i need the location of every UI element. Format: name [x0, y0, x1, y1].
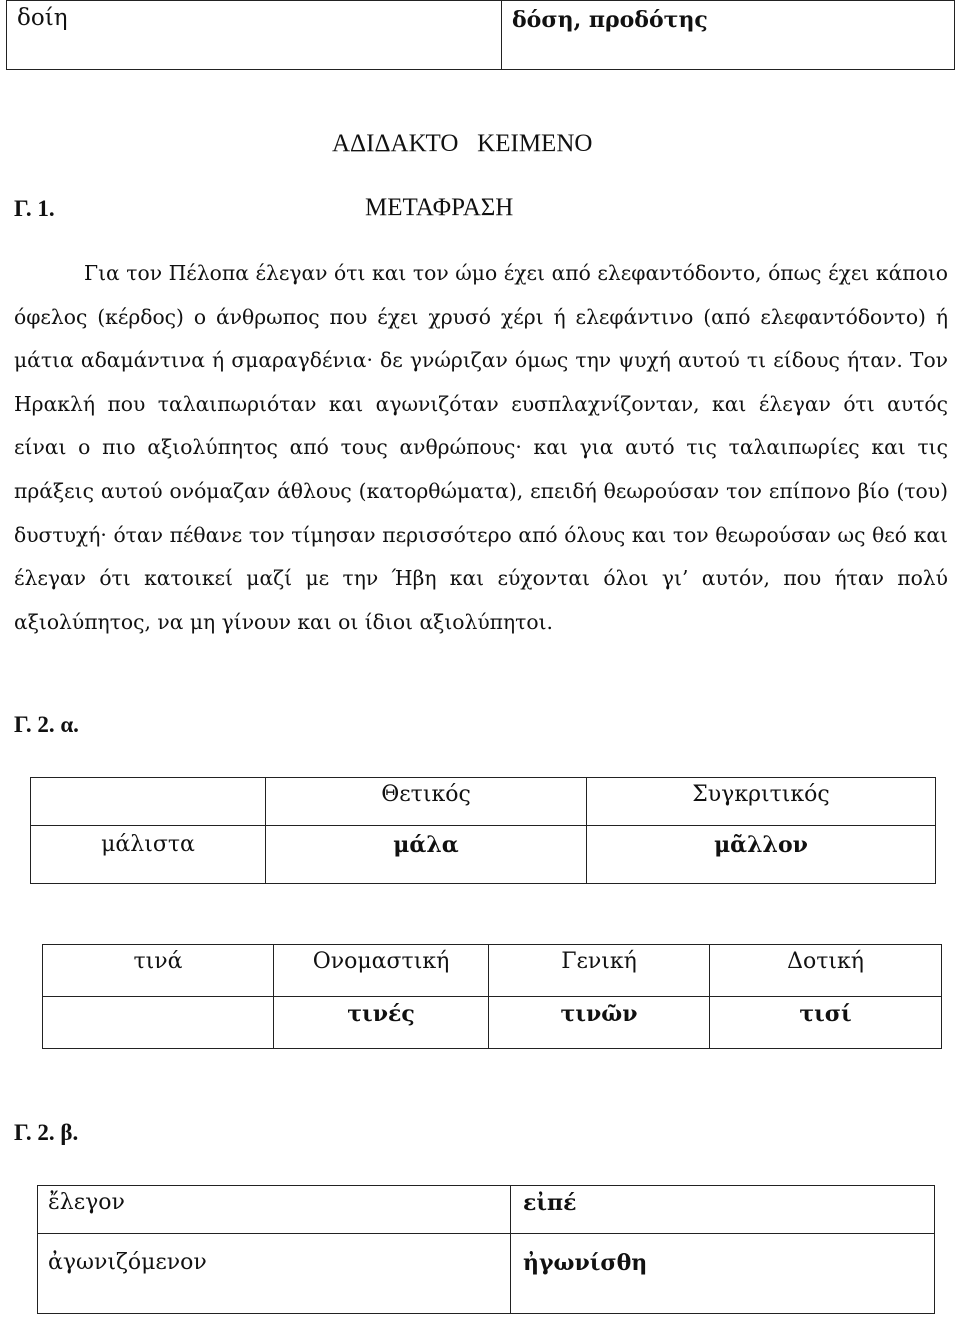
degrees-table	[30, 777, 936, 884]
cases-row-genitive: τινῶν	[489, 997, 710, 1049]
translation-paragraph: Για τον Πέλοπα έλεγαν ότι και τον ώμο έχει από ελεφαντόδοντο, όπως έχει κάποιο όφελος (κέρδος) ο άνθρωπος που έχει χρυσό χέρι ή ελεφάντινο (από ελεφαντόδοντο) ή μάτια αδαμάντινα ή σμαραγδένια· δε γνώριζαν όμως την ψυχή αυτού τι είδους ήταν. Τον Ηρακλή που ταλαιπωριόταν και αγωνιζόταν ευσπλαχνίζονταν, και έλεγαν ότι αυτός είναι ο πιο αξιολύπητος από τους ανθρώπους· και για αυτό τις ταλαιπωρίες και τις πράξεις αυτού ονόμαζαν άθλους (κατορθώματα), επειδή θεωρούσαν τον επίπονο βίο (του) δυστυχή· όταν πέθανε τον τίμησαν περισσότερο από όλους και τον θεωρούσαν ως θεό και έλεγαν ότι κατοικεί μαζί με την Ήβη και εύχονται όλοι γι’ αυτόν, που ήταν πολύ αξιολύπητος, να μη γίνουν και οι ίδιοι αξιολύπητοι.	[14, 261, 948, 634]
cases-row-nominative: τινές	[274, 997, 489, 1049]
degrees-row-word: μάλιστα	[31, 826, 266, 884]
cases-header-nominative: Ονομαστική	[274, 945, 489, 997]
cases-header-genitive: Γενική	[489, 945, 710, 997]
cases-header-word: τινά	[43, 945, 274, 997]
degrees-row-comparative: μᾶλλον	[587, 826, 936, 884]
cases-header-dative: Δοτική	[710, 945, 942, 997]
verbs-row1-left: ἔλεγον	[38, 1186, 511, 1234]
cases-table	[42, 944, 942, 1049]
degrees-header-empty	[31, 778, 266, 826]
verbs-row2-left: ἀγωνιζόμενον	[38, 1234, 511, 1314]
verbs-table	[37, 1185, 935, 1314]
top-table	[6, 0, 955, 70]
verbs-row1-right: εἰπέ	[511, 1186, 935, 1234]
top-table-left-cell: δοίη	[7, 1, 502, 70]
cases-row-empty	[43, 997, 274, 1049]
top-table-right-cell: δόση, προδότης	[502, 1, 955, 70]
verbs-row2-right: ἠγωνίσθη	[511, 1234, 935, 1314]
degrees-header-positive: Θετικός	[266, 778, 587, 826]
section-g2a-label: Γ. 2. α.	[14, 712, 79, 737]
degrees-header-comparative: Συγκριτικός	[587, 778, 936, 826]
page-title: ΑΔΙΔΑΚΤΟ ΚΕΙΜΕΝΟ	[332, 130, 593, 157]
degrees-row-positive: μάλα	[266, 826, 587, 884]
section-g1-label: Γ. 1.	[14, 196, 55, 221]
cases-row-dative: τισί	[710, 997, 942, 1049]
section-g1-heading: ΜΕΤΑΦΡΑΣΗ	[365, 194, 514, 221]
section-g2b-label: Γ. 2. β.	[14, 1120, 79, 1145]
